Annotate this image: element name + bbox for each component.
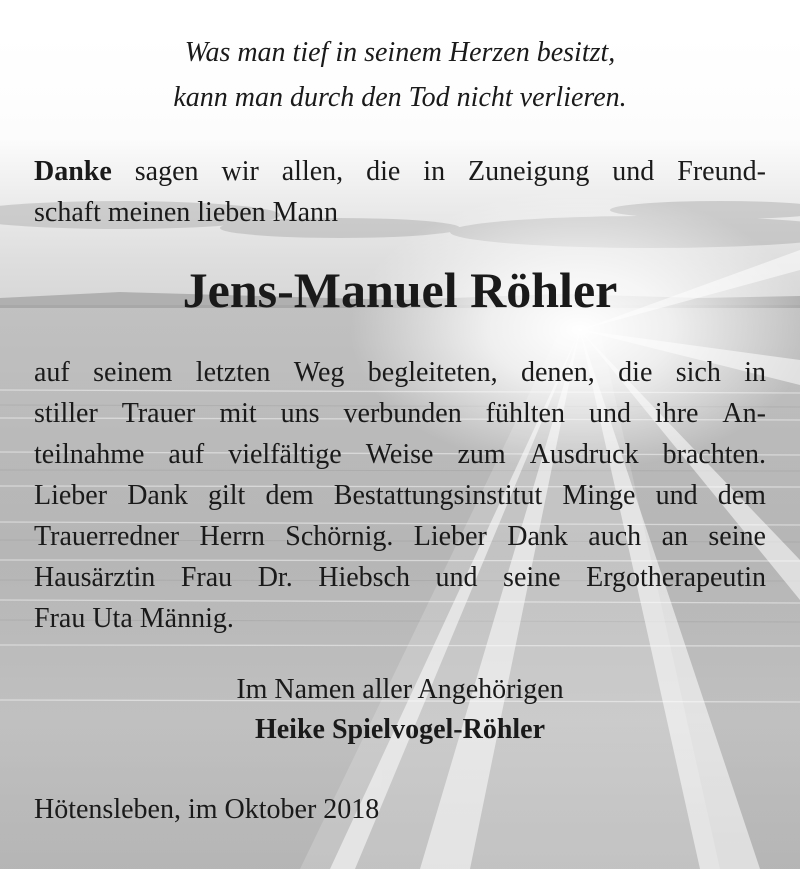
body-word: auch bbox=[588, 521, 642, 552]
body-word: stiller bbox=[34, 398, 98, 429]
body-word: seine bbox=[503, 562, 561, 593]
body-word: sich bbox=[675, 357, 721, 388]
body-word: gilt bbox=[207, 480, 246, 511]
body-word: dem bbox=[717, 480, 766, 511]
memorial-quote bbox=[0, 30, 800, 120]
body-word: Trauerredner bbox=[34, 521, 180, 552]
body-line bbox=[34, 352, 766, 393]
intro-line-1 bbox=[34, 151, 766, 192]
body-word: Dank bbox=[507, 521, 568, 552]
body-word: Frau bbox=[180, 562, 233, 593]
intro-word: Zuneigung bbox=[468, 156, 590, 187]
body-line bbox=[34, 393, 766, 434]
body-line bbox=[34, 516, 766, 557]
body-word: verbunden bbox=[343, 398, 462, 429]
body-word: Trauer bbox=[121, 398, 196, 429]
body-word: Lieber bbox=[34, 480, 108, 511]
intro-line-2: schaft meinen lieben Mann bbox=[34, 197, 339, 228]
body-word: vielfältige bbox=[228, 439, 342, 470]
body-word: Dank bbox=[127, 480, 188, 511]
body-word: letzten bbox=[195, 357, 271, 388]
body-word: uns bbox=[280, 398, 320, 429]
body-word: Dr. bbox=[257, 562, 293, 593]
body-word: Ergotherapeutin bbox=[586, 562, 766, 593]
body-word: Herrn bbox=[199, 521, 265, 552]
body-word: denen, bbox=[520, 357, 595, 388]
intro-word: Freund- bbox=[677, 156, 766, 187]
body-word: teilnahme bbox=[34, 439, 145, 470]
body-word: an bbox=[661, 521, 688, 552]
body-word: und bbox=[655, 480, 698, 511]
signer-name: Heike Spielvogel-Röhler bbox=[254, 714, 546, 745]
quote-line-1: Was man tief in seinem Herzen besitzt, bbox=[184, 37, 616, 68]
intro-word: und bbox=[612, 156, 655, 187]
intro-word: wir bbox=[221, 156, 259, 187]
closing-line: Im Namen aller Angehörigen bbox=[236, 674, 564, 705]
body-word: und bbox=[435, 562, 478, 593]
body-word: fühlten bbox=[485, 398, 565, 429]
quote-line-2: kann man durch den Tod nicht verlieren. bbox=[173, 82, 627, 113]
body-line bbox=[34, 475, 766, 516]
body-word: und bbox=[588, 398, 631, 429]
body-word: seine bbox=[708, 521, 766, 552]
body-word: dem bbox=[265, 480, 314, 511]
intro-word: in bbox=[423, 156, 446, 187]
body-word: auf bbox=[168, 439, 205, 470]
thanks-intro bbox=[34, 151, 766, 233]
deceased-name: Jens-Manuel Röhler bbox=[182, 262, 618, 318]
body-word: Weise bbox=[365, 439, 434, 470]
body-word: Minge bbox=[562, 480, 636, 511]
body-word: Weg bbox=[293, 357, 345, 388]
body-word: Ausdruck bbox=[529, 439, 639, 470]
intro-word: sagen bbox=[134, 156, 199, 187]
body-word: Hiebsch bbox=[318, 562, 410, 593]
body-word: Hausärztin bbox=[34, 562, 156, 593]
body-line bbox=[34, 434, 766, 475]
body-word: begleiteten, bbox=[367, 357, 498, 388]
body-word: auf bbox=[34, 357, 70, 388]
body-word: seinem bbox=[93, 357, 173, 388]
body-word: Schörnig. bbox=[285, 521, 394, 552]
body-word: Bestattungsinstitut bbox=[333, 480, 543, 511]
body-word: zum bbox=[457, 439, 506, 470]
body-word: mit bbox=[219, 398, 257, 429]
body-word: ihre bbox=[654, 398, 699, 429]
thanks-body bbox=[34, 352, 766, 639]
intro-word: die bbox=[366, 156, 401, 187]
signature-block bbox=[0, 670, 800, 750]
body-word: An- bbox=[722, 398, 766, 429]
thanks-lead-word: Danke bbox=[34, 156, 112, 187]
body-word: in bbox=[744, 357, 766, 388]
body-last-line: Frau Uta Männig. bbox=[34, 603, 234, 634]
body-word: Lieber bbox=[413, 521, 487, 552]
body-line bbox=[34, 557, 766, 598]
body-word: brachten. bbox=[662, 439, 766, 470]
body-word: die bbox=[618, 357, 653, 388]
intro-word: allen, bbox=[281, 156, 344, 187]
place-date: Hötensleben, im Oktober 2018 bbox=[34, 794, 380, 825]
